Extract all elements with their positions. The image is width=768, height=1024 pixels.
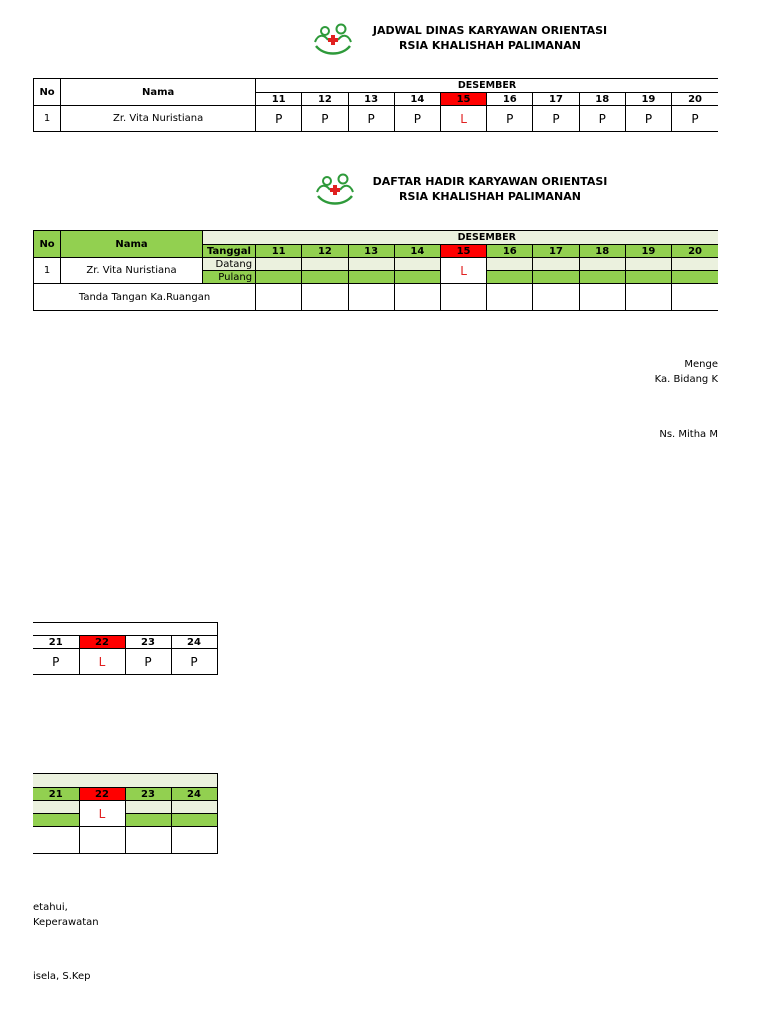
off-cell: L <box>79 801 125 827</box>
shift-cell: P <box>171 649 217 675</box>
schedule-table-continued <box>33 622 218 675</box>
signature-cell[interactable] <box>171 827 217 854</box>
table-row <box>34 106 719 132</box>
shift-cell-off: L <box>79 649 125 675</box>
signature-cell[interactable] <box>302 284 348 311</box>
datang-cell[interactable] <box>302 258 348 271</box>
date-cell: 19 <box>625 93 671 106</box>
signature-position: Ka. Bidang K <box>654 374 718 385</box>
pulang-cell[interactable] <box>394 271 440 284</box>
row-nama: Zr. Vita Nuristiana <box>61 106 256 132</box>
attendance-table-continued <box>33 773 218 854</box>
signature-block-left <box>33 900 99 984</box>
shift-cell: P <box>302 106 348 132</box>
date-cell-holiday: 22 <box>79 788 125 801</box>
schedule-title-line2: RSIA KHALISHAH PALIMANAN <box>399 39 581 52</box>
date-cell: 21 <box>33 636 79 649</box>
date-cell: 14 <box>394 93 440 106</box>
attendance-table <box>33 230 718 311</box>
tanggal-label: Tanggal <box>202 245 255 258</box>
date-cell-holiday: 15 <box>440 93 486 106</box>
attendance-title-line2: RSIA KHALISHAH PALIMANAN <box>399 190 581 203</box>
signature-cell[interactable] <box>33 827 79 854</box>
date-cell: 13 <box>348 245 394 258</box>
date-cell: 21 <box>33 788 79 801</box>
datang-label: Datang <box>202 258 255 271</box>
signature-name-cont: isela, S.Kep <box>33 971 91 982</box>
month-header-continued <box>33 774 217 788</box>
signature-cell[interactable] <box>256 284 302 311</box>
table-row <box>34 258 719 271</box>
signature-cell[interactable] <box>348 284 394 311</box>
month-header-continued <box>33 623 217 636</box>
signature-row <box>33 827 217 854</box>
pulang-cell[interactable] <box>256 271 302 284</box>
month-header: DESEMBER <box>256 79 718 93</box>
row-nama: Zr. Vita Nuristiana <box>61 258 203 284</box>
schedule-table <box>33 78 718 132</box>
datang-cell[interactable] <box>256 258 302 271</box>
datang-cell[interactable] <box>171 801 217 814</box>
datang-cell[interactable] <box>394 258 440 271</box>
datang-cell[interactable] <box>533 258 579 271</box>
signature-know-label: Menge <box>684 359 718 370</box>
signature-know-label-cont: etahui, <box>33 902 68 913</box>
signature-row <box>34 284 719 311</box>
date-cell: 12 <box>302 93 348 106</box>
date-cell-holiday: 15 <box>440 245 486 258</box>
date-cell: 11 <box>256 245 302 258</box>
shift-cell: P <box>394 106 440 132</box>
date-cell: 23 <box>125 788 171 801</box>
pulang-cell[interactable] <box>533 271 579 284</box>
datang-cell[interactable] <box>579 258 625 271</box>
datang-cell[interactable] <box>625 258 671 271</box>
table-row <box>33 801 217 814</box>
shift-cell: P <box>33 649 79 675</box>
shift-cell: P <box>256 106 302 132</box>
off-cell: L <box>440 258 486 284</box>
col-nama-header: Nama <box>61 79 256 106</box>
signature-block-right <box>640 357 718 442</box>
shift-cell: P <box>579 106 625 132</box>
signature-cell[interactable] <box>672 284 718 311</box>
pulang-label: Pulang <box>202 271 255 284</box>
date-cell: 12 <box>302 245 348 258</box>
pulang-cell[interactable] <box>33 814 79 827</box>
date-cell: 16 <box>487 245 533 258</box>
pulang-cell[interactable] <box>487 271 533 284</box>
schedule-title <box>355 23 625 53</box>
date-cell: 24 <box>171 636 217 649</box>
date-cell: 11 <box>256 93 302 106</box>
date-cell: 20 <box>672 245 718 258</box>
shift-cell: P <box>625 106 671 132</box>
month-spacer <box>202 231 255 245</box>
signature-cell[interactable] <box>440 284 486 311</box>
col-no-header: No <box>34 231 61 258</box>
schedule-title-line1: JADWAL DINAS KARYAWAN ORIENTASI <box>372 24 608 37</box>
signature-cell[interactable] <box>625 284 671 311</box>
pulang-cell[interactable] <box>302 271 348 284</box>
pulang-cell[interactable] <box>348 271 394 284</box>
col-no-header: No <box>34 79 61 106</box>
signature-cell[interactable] <box>579 284 625 311</box>
attendance-title <box>355 174 625 204</box>
date-cell: 18 <box>579 93 625 106</box>
signature-cell[interactable] <box>79 827 125 854</box>
signature-name: Ns. Mitha M <box>659 429 718 440</box>
hospital-logo-icon <box>312 172 358 206</box>
datang-cell[interactable] <box>672 258 718 271</box>
date-cell: 13 <box>348 93 394 106</box>
col-nama-header: Nama <box>61 231 203 258</box>
signature-row-label: Tanda Tangan Ka.Ruangan <box>34 284 256 311</box>
date-cell: 18 <box>579 245 625 258</box>
shift-cell: P <box>672 106 718 132</box>
date-cell: 20 <box>672 93 718 106</box>
date-cell: 14 <box>394 245 440 258</box>
signature-cell[interactable] <box>533 284 579 311</box>
date-cell: 19 <box>625 245 671 258</box>
row-no: 1 <box>34 106 61 132</box>
attendance-title-line1: DAFTAR HADIR KARYAWAN ORIENTASI <box>372 175 608 188</box>
date-cell-holiday: 22 <box>79 636 125 649</box>
pulang-cell[interactable] <box>171 814 217 827</box>
datang-cell[interactable] <box>348 258 394 271</box>
shift-cell: P <box>348 106 394 132</box>
date-cell: 24 <box>171 788 217 801</box>
table-row <box>33 814 217 827</box>
date-cell: 17 <box>533 245 579 258</box>
shift-cell-off: L <box>440 106 486 132</box>
date-cell: 17 <box>533 93 579 106</box>
shift-cell: P <box>125 649 171 675</box>
pulang-cell[interactable] <box>672 271 718 284</box>
row-no: 1 <box>34 258 61 284</box>
date-cell: 16 <box>487 93 533 106</box>
signature-cell[interactable] <box>487 284 533 311</box>
hospital-logo-icon <box>310 22 356 56</box>
pulang-cell[interactable] <box>125 814 171 827</box>
signature-cell[interactable] <box>125 827 171 854</box>
signature-position-cont: Keperawatan <box>33 917 99 928</box>
table-row <box>33 649 217 675</box>
datang-cell[interactable] <box>487 258 533 271</box>
shift-cell: P <box>487 106 533 132</box>
datang-cell[interactable] <box>125 801 171 814</box>
month-header: DESEMBER <box>256 231 718 245</box>
pulang-cell[interactable] <box>625 271 671 284</box>
pulang-cell[interactable] <box>579 271 625 284</box>
datang-cell[interactable] <box>33 801 79 814</box>
signature-cell[interactable] <box>394 284 440 311</box>
shift-cell: P <box>533 106 579 132</box>
date-cell: 23 <box>125 636 171 649</box>
